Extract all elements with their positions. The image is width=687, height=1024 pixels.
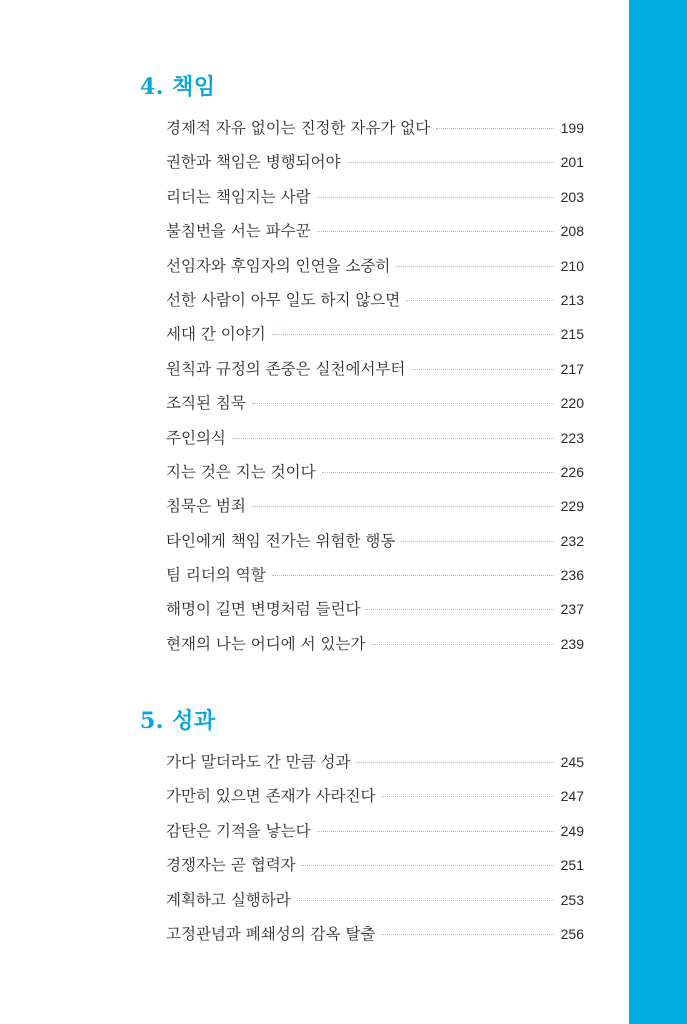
toc-entry[interactable] xyxy=(166,322,584,356)
dotted-leader xyxy=(322,472,554,473)
toc-entry-title: 경제적 자유 없이는 진정한 자유가 없다 xyxy=(166,119,431,137)
toc-entry-title: 현재의 나는 어디에 서 있는가 xyxy=(166,634,366,653)
toc-entry-page-number: 215 xyxy=(560,326,584,343)
toc-entry[interactable] xyxy=(166,185,584,219)
dotted-leader xyxy=(356,762,554,763)
toc-entry-title: 세대 간 이야기 xyxy=(166,325,266,344)
dotted-leader xyxy=(272,334,554,335)
toc-entry-page-number: 229 xyxy=(560,498,584,515)
toc-entry-title: 고정관념과 폐쇄성의 감옥 탈출 xyxy=(166,924,376,943)
toc-entry-page-number: 226 xyxy=(560,463,584,480)
toc-entry-page-number: 247 xyxy=(560,788,584,805)
dotted-leader xyxy=(272,575,554,576)
toc-entry-title: 선한 사람이 아무 일도 하지 않으면 xyxy=(166,290,401,309)
toc-entry[interactable] xyxy=(166,357,584,391)
toc-entry-title: 경쟁자는 곧 협력자 xyxy=(166,856,296,875)
toc-entry-title: 원칙과 규정의 존중은 실천에서부터 xyxy=(166,359,406,378)
toc-entry-title: 지는 것은 지는 것이다 xyxy=(166,462,316,481)
toc-entry[interactable] xyxy=(166,219,584,253)
toc-entry-title: 침묵은 범죄 xyxy=(166,497,246,516)
toc-entry-title: 해명이 길면 변명처럼 들린다 xyxy=(166,600,361,619)
toc-entry[interactable] xyxy=(166,632,584,666)
section-5-entries xyxy=(166,750,584,956)
section-title-4: 4. 책임 xyxy=(140,74,216,100)
dotted-leader xyxy=(411,369,554,370)
dotted-leader xyxy=(401,541,554,542)
side-color-bar xyxy=(629,0,687,1024)
dotted-leader xyxy=(232,438,554,439)
toc-entry-title: 조직된 침묵 xyxy=(166,394,246,413)
toc-entry[interactable] xyxy=(166,853,584,887)
toc-entry[interactable] xyxy=(166,460,584,494)
toc-entry[interactable] xyxy=(166,784,584,818)
toc-entry-page-number: 210 xyxy=(560,257,584,274)
toc-entry[interactable] xyxy=(166,150,584,184)
dotted-leader xyxy=(317,831,554,832)
toc-entry[interactable] xyxy=(166,819,584,853)
toc-entry[interactable] xyxy=(166,391,584,425)
dotted-leader xyxy=(406,300,554,301)
toc-entry-page-number: 256 xyxy=(560,925,584,942)
toc-entry[interactable] xyxy=(166,563,584,597)
toc-entry-page-number: 199 xyxy=(560,120,584,136)
toc-entry-page-number: 237 xyxy=(560,601,584,618)
toc-entry-title: 주인의식 xyxy=(166,428,226,447)
toc-entry[interactable] xyxy=(166,494,584,528)
toc-entry[interactable] xyxy=(166,116,584,150)
toc-entry-page-number: 223 xyxy=(560,429,584,446)
toc-entry-title: 감탄은 기적을 낳는다 xyxy=(166,821,311,840)
toc-entry-page-number: 249 xyxy=(560,822,584,839)
toc-entry-title: 팀 리더의 역할 xyxy=(166,566,266,585)
dotted-leader xyxy=(436,128,554,129)
dotted-leader xyxy=(366,609,554,610)
toc-entry-page-number: 253 xyxy=(560,891,584,908)
toc-entry[interactable] xyxy=(166,529,584,563)
toc-entry-page-number: 220 xyxy=(560,395,584,412)
toc-entry-title: 가다 말더라도 간 만큼 성과 xyxy=(166,753,351,771)
toc-entry-title: 불침번을 서는 파수꾼 xyxy=(166,222,311,241)
toc-entry-page-number: 251 xyxy=(560,857,584,874)
toc-entry-title: 타인에게 책임 전가는 위험한 행동 xyxy=(166,531,396,550)
dotted-leader xyxy=(317,231,554,232)
toc-entry-title: 가만히 있으면 존재가 사라진다 xyxy=(166,787,376,806)
dotted-leader xyxy=(297,900,554,901)
toc-entry-page-number: 208 xyxy=(560,223,584,240)
toc-entry-page-number: 203 xyxy=(560,188,584,205)
toc-entry-title: 계획하고 실행하라 xyxy=(166,890,291,909)
toc-entry-page-number: 201 xyxy=(560,154,584,171)
toc-entry-page-number: 239 xyxy=(560,635,584,652)
toc-entry[interactable] xyxy=(166,597,584,631)
toc-entry-page-number: 217 xyxy=(560,360,584,377)
toc-entry[interactable] xyxy=(166,288,584,322)
dotted-leader xyxy=(381,796,554,797)
dotted-leader xyxy=(396,266,554,267)
dotted-leader xyxy=(252,506,554,507)
toc-entry-title: 리더는 책임지는 사람 xyxy=(166,187,311,206)
toc-entry-page-number: 213 xyxy=(560,291,584,308)
toc-entry[interactable] xyxy=(166,922,584,956)
dotted-leader xyxy=(371,644,554,645)
section-4-entries xyxy=(166,116,584,666)
toc-entry-title: 선임자와 후임자의 인연을 소중히 xyxy=(166,256,391,275)
toc-entry-page-number: 236 xyxy=(560,567,584,584)
toc-entry[interactable] xyxy=(166,750,584,784)
toc-entry-page-number: 245 xyxy=(560,754,584,770)
dotted-leader xyxy=(381,934,554,935)
toc-entry-page-number: 232 xyxy=(560,532,584,549)
section-title-5: 5. 성과 xyxy=(140,708,216,734)
toc-entry-title: 권한과 책임은 병행되어야 xyxy=(166,153,341,172)
dotted-leader xyxy=(302,865,554,866)
dotted-leader xyxy=(347,162,554,163)
toc-entry[interactable] xyxy=(166,888,584,922)
dotted-leader xyxy=(252,403,554,404)
toc-entry[interactable] xyxy=(166,254,584,288)
dotted-leader xyxy=(317,197,554,198)
toc-entry[interactable] xyxy=(166,426,584,460)
